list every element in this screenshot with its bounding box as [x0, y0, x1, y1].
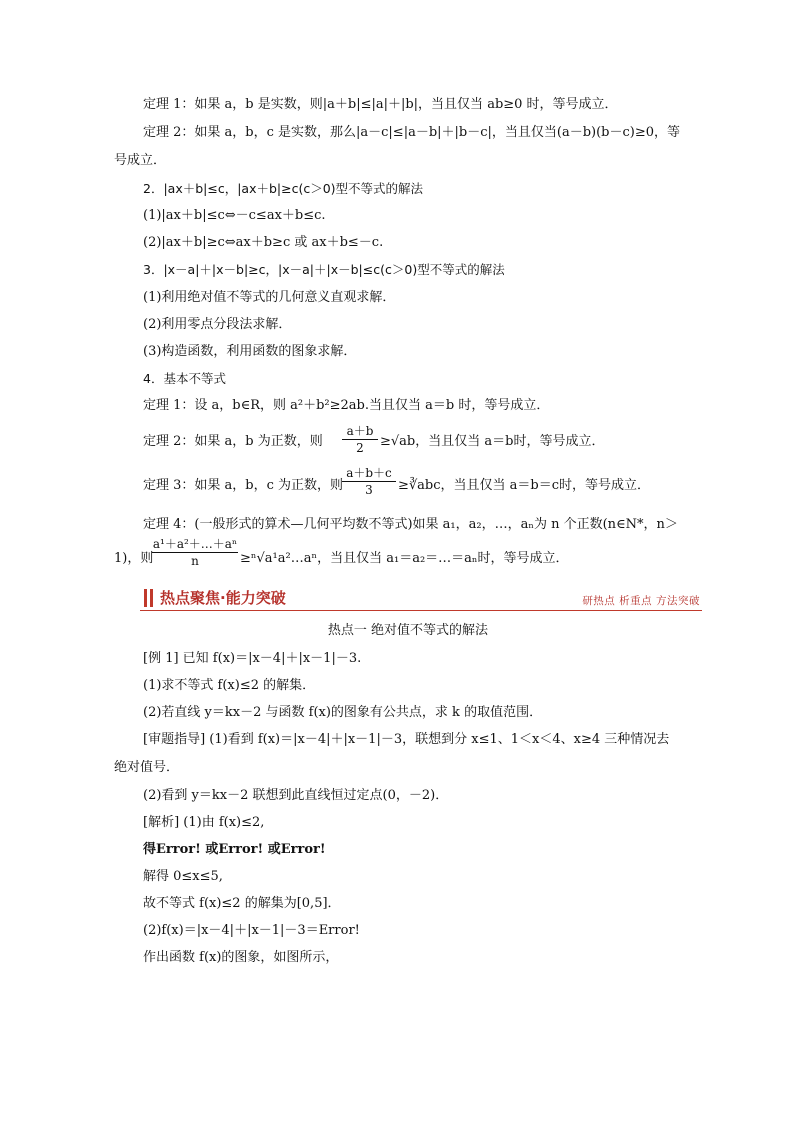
fraction-numerator: a¹＋a²＋…＋aⁿ: [152, 537, 238, 551]
section-banner: [140, 587, 702, 611]
guide-line-1: [审题指导] (1)看到 f(x)＝|x－4|＋|x－1|－3，联想到分 x≤1、1＜x＜4、x≥4 三种情况去: [143, 732, 670, 747]
basic-theorem-3-lead: 定理 3：如果 a，b，c 为正数，则: [143, 478, 344, 493]
banner-title: 热点聚焦·能力突破: [160, 589, 286, 607]
section-3-heading: 3．|x－a|＋|x－b|≥c，|x－a|＋|x－b|≤c(c＞0)型不等式的解法: [143, 262, 505, 277]
section-3-item-1: (1)利用绝对值不等式的几何意义直观求解．: [143, 290, 396, 305]
basic-theorem-4-line: 定理 4：(一般形式的算术—几何平均数不等式)如果 a₁，a₂，…，aₙ为 n 个正数(n∈N*，n＞: [143, 517, 678, 532]
solution-line-3: 解得 0≤x≤5,: [143, 869, 223, 884]
solution-line-6: 作出函数 f(x)的图象，如图所示，: [143, 950, 339, 965]
basic-theorem-4-tail: ≥ⁿ√a¹a²…aⁿ，当且仅当 a₁＝a₂＝…＝aₙ时，等号成立．: [240, 551, 569, 566]
solution-line-1: [解析] (1)由 f(x)≤2,: [143, 815, 265, 830]
guide-line-3: (2)看到 y＝kx－2 联想到此直线恒过定点(0，－2)．: [143, 788, 449, 803]
fraction-denominator: n: [191, 554, 199, 568]
hotspot-title: 热点一 绝对值不等式的解法: [327, 623, 489, 638]
basic-theorem-2-lead: 定理 2：如果 a，b 为正数，则: [143, 434, 323, 449]
section-4-heading: 4．基本不等式: [143, 371, 226, 386]
section-2-item-1: (1)|ax＋b|≤c⇔－c≤ax＋b≤c.: [143, 208, 326, 223]
fraction-denominator: 2: [356, 441, 364, 455]
theorem-1-line: 定理 1：如果 a，b 是实数，则|a＋b|≤|a|＋|b|，当且仅当 ab≥0 时，等号成立．: [143, 97, 618, 112]
fraction-a-plus-b-over-2: [342, 424, 378, 455]
theorem-2-line-cont: 号成立．: [114, 153, 167, 168]
fraction-mean-over-n: [152, 537, 238, 568]
example-1: [例 1] 已知 f(x)＝|x－4|＋|x－1|－3.: [143, 651, 362, 666]
solution-line-5: (2)f(x)＝|x－4|＋|x－1|－3＝Error!: [143, 923, 360, 938]
basic-theorem-2-tail: ≥√ab，当且仅当 a＝b时，等号成立．: [380, 434, 605, 449]
fraction-numerator: a＋b: [346, 424, 374, 438]
basic-theorem-4-lead: 1)，则: [114, 551, 154, 566]
guide-line-2: 绝对值号．: [114, 760, 180, 775]
theorem-2-line: 定理 2：如果 a，b，c 是实数，那么|a－c|≤|a－b|＋|b－c|，当且仅当(a－b)(b－c)≥0，等: [143, 125, 681, 140]
question-1: (1)求不等式 f(x)≤2 的解集．: [143, 678, 316, 693]
basic-theorem-3-tail: ≥∛abc，当且仅当 a＝b＝c时，等号成立．: [398, 478, 651, 493]
section-2-heading: 2．|ax＋b|≤c，|ax＋b|≥c(c＞0)型不等式的解法: [143, 181, 424, 196]
section-2-item-2: (2)|ax＋b|≥c⇔ax＋b≥c 或 ax＋b≤－c.: [143, 235, 384, 250]
question-2: (2)若直线 y＝kx－2 与函数 f(x)的图象有公共点，求 k 的取值范围．: [143, 705, 543, 720]
solution-line-2: 得Error! 或Error! 或Error!: [143, 842, 326, 857]
basic-theorem-1: 定理 1：设 a，b∈R，则 a²＋b²≥2ab.当且仅当 a＝b 时，等号成立．: [143, 398, 550, 413]
banner-subtitle: 研热点 析重点 方法突破: [582, 595, 700, 607]
fraction-a-b-c-over-3: [342, 466, 396, 497]
section-3-item-3: (3)构造函数，利用函数的图象求解．: [143, 344, 357, 359]
section-3-item-2: (2)利用零点分段法求解．: [143, 317, 292, 332]
fraction-denominator: 3: [365, 483, 373, 497]
solution-line-4: 故不等式 f(x)≤2 的解集为[0,5]．: [143, 896, 341, 911]
fraction-numerator: a＋b＋c: [346, 466, 392, 480]
